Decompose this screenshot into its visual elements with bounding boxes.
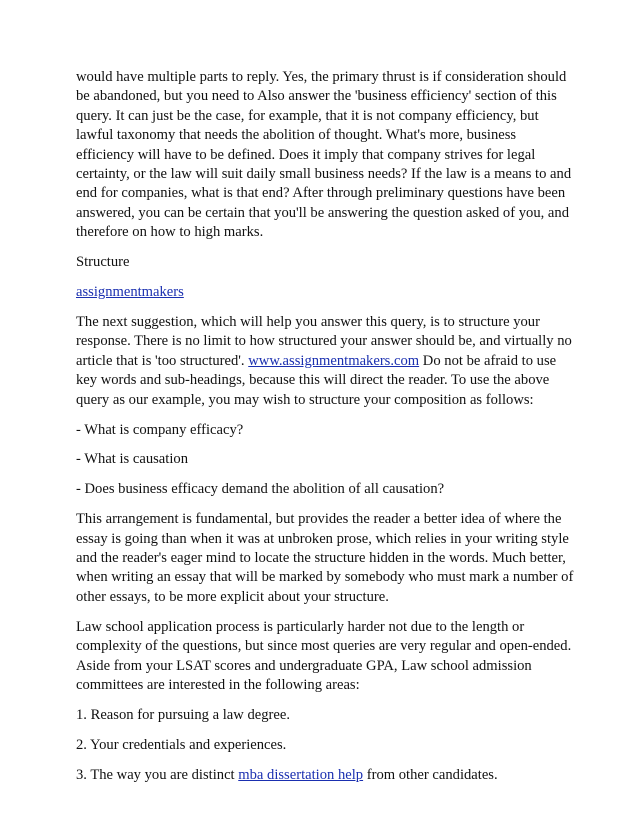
question-business-efficacy: - Does business efficacy demand the abolition of all causation? [76,481,445,498]
list-item-reason: 1. Reason for pursuing a law degree. [76,706,290,723]
paragraph-structure-text-1: The next suggestion, which will help you answer this query, is to structure your response. There is no limit to how structured your answer should be, and virtually no article that is 'too structured'. [76,313,572,369]
paragraph-structure [76,313,576,410]
list-item-credentials: 2. Your credentials and experiences. [76,736,287,753]
paragraph-arrangement: This arrangement is fundamental, but provides the reader a better idea of where the essay is going than when it was at unbroken prose, which relies in your writing style and the reader's eager mind to locate the structure hidden in the words. Much better, when writing an essay that will be marked by somebody who must mark a number of other essays, to be more explicit about your structure. [76,511,574,605]
paragraph-intro: would have multiple parts to reply. Yes, the primary thrust is if consideration should be abandoned, but you need to Also answer the 'business efficiency' section of this query. It can just be the case, for example, that it is not company efficiency, but lawful taxonomy that needs the abolition of thought. What's more, business efficiency will have to be defined. Does it imply that company strives for legal certainty, or the law will suit daily small business needs? If the law is a means to and end for companies, what is that end? After through preliminary questions have been answered, you can be certain that you'll be answering the question asked of you, and therefore on how to high marks. [76,69,572,241]
question-causation: - What is causation [76,451,188,468]
mba-dissertation-help-link[interactable]: mba dissertation help [238,766,364,783]
assignmentmakers-link[interactable]: assignmentmakers [76,284,184,301]
link-paragraph [76,283,576,302]
question-company-efficacy: - What is company efficacy? [76,421,244,438]
paragraph-law-school: Law school application process is particularly harder not due to the length or complexity of the questions, but since most queries are very regular and open-ended. Aside from your LSAT scores and undergraduate GPA, Law school admission committees are interested in the following areas: [76,618,572,693]
paragraph-structure-text-2: Do not be afraid to use key words and sub-headings, because this will direct the reader. To use the above query as our example, you may wish to structure your composition as follows: [76,352,557,408]
list-item-distinct [76,766,576,785]
heading-structure: Structure [76,254,130,271]
list-item-distinct-text-2: from other candidates. [363,766,498,783]
assignmentmakers-url-link[interactable]: www.assignmentmakers.com [248,352,420,369]
list-item-distinct-text-1: 3. The way you are distinct [76,766,239,783]
